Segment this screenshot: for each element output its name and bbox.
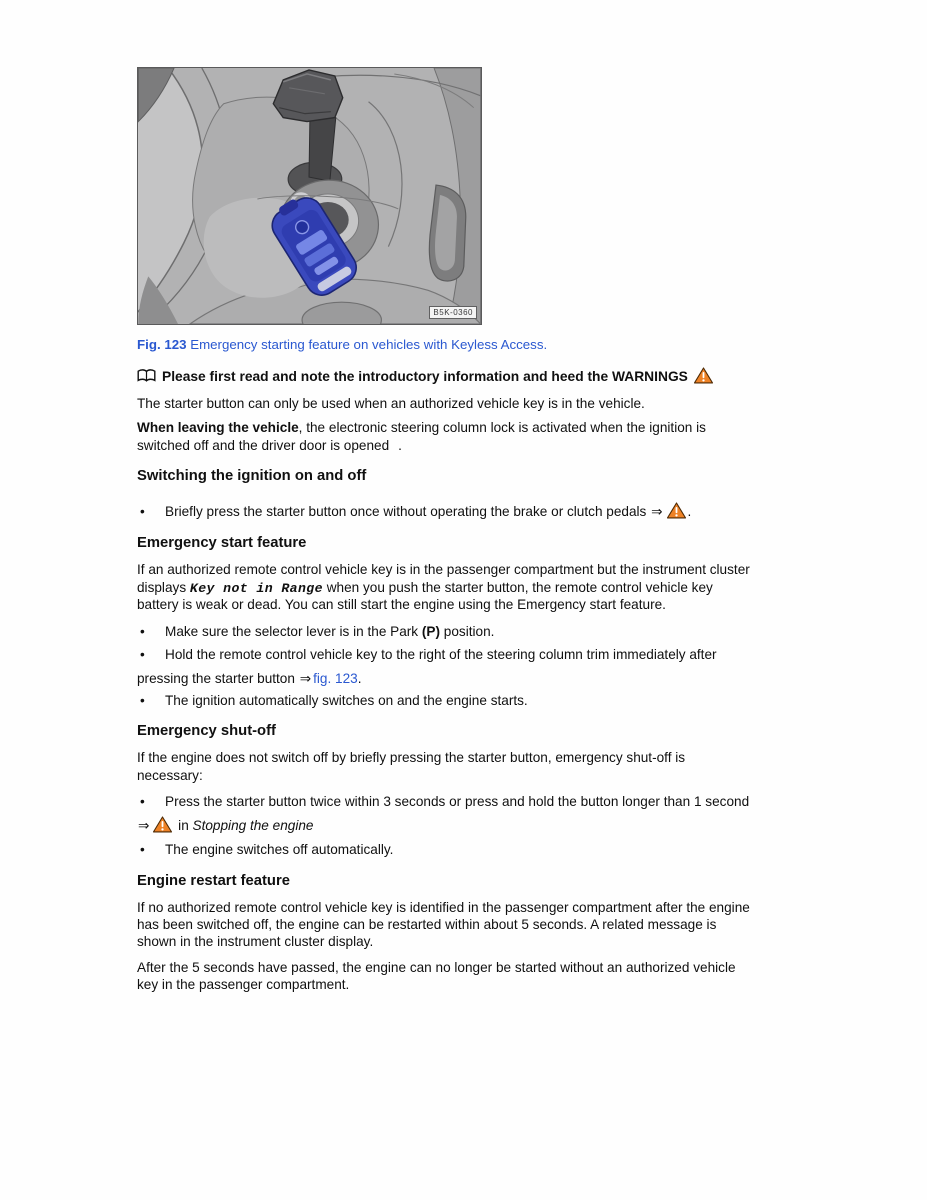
emergency-start-para-line3: battery is weak or dead. You can still start the engine using the Emergency start feature. <box>137 597 666 612</box>
figure-123-image <box>137 67 482 325</box>
engine-restart-para1-line3: shown in the instrument cluster display. <box>137 934 374 949</box>
dashboard-illustration <box>138 68 481 324</box>
heading-emergency-start: Emergency start feature <box>137 535 307 551</box>
bullet-marker: • <box>140 842 145 857</box>
engine-restart-para1-line1: If no authorized remote control vehicle key is identified in the passenger compartment after the engine <box>137 900 750 915</box>
bullet-press-twice-line2: ⇒ in Stopping the engine <box>138 818 314 834</box>
warning-icon <box>694 369 713 384</box>
bullet-hold-key-line2: pressing the starter button ⇒ fig. 123. <box>137 670 362 687</box>
bullet-ignition-switches-on: • The ignition automatically switches on and the engine starts. <box>137 692 867 709</box>
figure-part-number: B5K-0360 <box>429 306 477 319</box>
figure-caption-label: Fig. 123 <box>137 337 187 352</box>
park-position-bold: (P) <box>421 624 441 639</box>
bullet-marker: • <box>140 504 145 519</box>
bullet-selector-lever: • Make sure the selector lever is in the Park (P) position. <box>137 623 867 640</box>
introductory-note <box>137 367 867 385</box>
bullet-engine-switches-off: • The engine switches off automatically. <box>137 841 867 858</box>
emergency-shutoff-para-line2: necessary: <box>137 767 203 783</box>
bullet-press-twice-line1: • Press the starter button twice within 3 seconds or press and hold the button longer than 1 second <box>137 793 867 810</box>
reference-arrow: ⇒ <box>138 818 150 834</box>
cluster-message-text: Key not in Range <box>189 580 323 596</box>
heading-engine-restart: Engine restart feature <box>137 873 290 889</box>
figure-caption <box>137 336 867 353</box>
open-book-icon <box>137 369 156 384</box>
reference-arrow: ⇒ <box>299 670 312 687</box>
paragraph-starter-button: The starter button can only be used when an authorized vehicle key is in the vehicle. <box>137 396 645 411</box>
paragraph-leaving-line2: switched off and the driver door is opened . <box>137 437 402 453</box>
figure-caption-text: Emergency starting feature on vehicles with Keyless Access. <box>186 337 548 352</box>
bullet-marker: • <box>140 794 145 809</box>
door-handle-recess <box>429 185 465 281</box>
bullet-marker: • <box>140 693 145 708</box>
emergency-shutoff-para-line1: If the engine does not switch off by briefly pressing the starter button, emergency shut-off is <box>137 750 686 765</box>
heading-switching-ignition: Switching the ignition on and off <box>137 468 367 484</box>
paragraph-leaving-line1: When leaving the vehicle, the electronic steering column lock is activated when the ignition is <box>137 420 706 435</box>
reference-arrow: ⇒ <box>651 504 663 520</box>
engine-restart-para2-line2: key in the passenger compartment. <box>137 977 350 992</box>
bullet-hold-key-line1: • Hold the remote control vehicle key to the right of the steering column trim immediately after <box>137 646 867 663</box>
note-text: Please first read and note the introductory information and heed the WARNINGS <box>162 369 688 384</box>
emergency-start-para-line1: If an authorized remote control vehicle key is in the passenger compartment but the instrument cluster <box>137 562 750 577</box>
emergency-start-para-line2: displays Key not in Range when you push the starter button, the remote control vehicle key <box>137 579 713 596</box>
engine-restart-para2-line1: After the 5 seconds have passed, the engine can no longer be started without an authorized vehicle <box>137 960 736 975</box>
warning-icon <box>667 504 686 519</box>
fig-123-link[interactable]: fig. 123 <box>313 670 358 686</box>
bullet-marker: • <box>140 624 145 639</box>
bullet-marker: • <box>140 647 145 662</box>
heading-emergency-shutoff: Emergency shut-off <box>137 723 276 739</box>
bullet-briefly-press: • Briefly press the starter button once without operating the brake or clutch pedals ⇒ . <box>137 502 867 521</box>
stopping-the-engine-italic: Stopping the engine <box>192 818 314 833</box>
leaving-vehicle-bold: When leaving the vehicle <box>137 420 299 435</box>
warning-icon <box>153 818 172 833</box>
engine-restart-para1-line2: has been switched off, the engine can be restarted within about 5 seconds. A related message is <box>137 917 717 932</box>
